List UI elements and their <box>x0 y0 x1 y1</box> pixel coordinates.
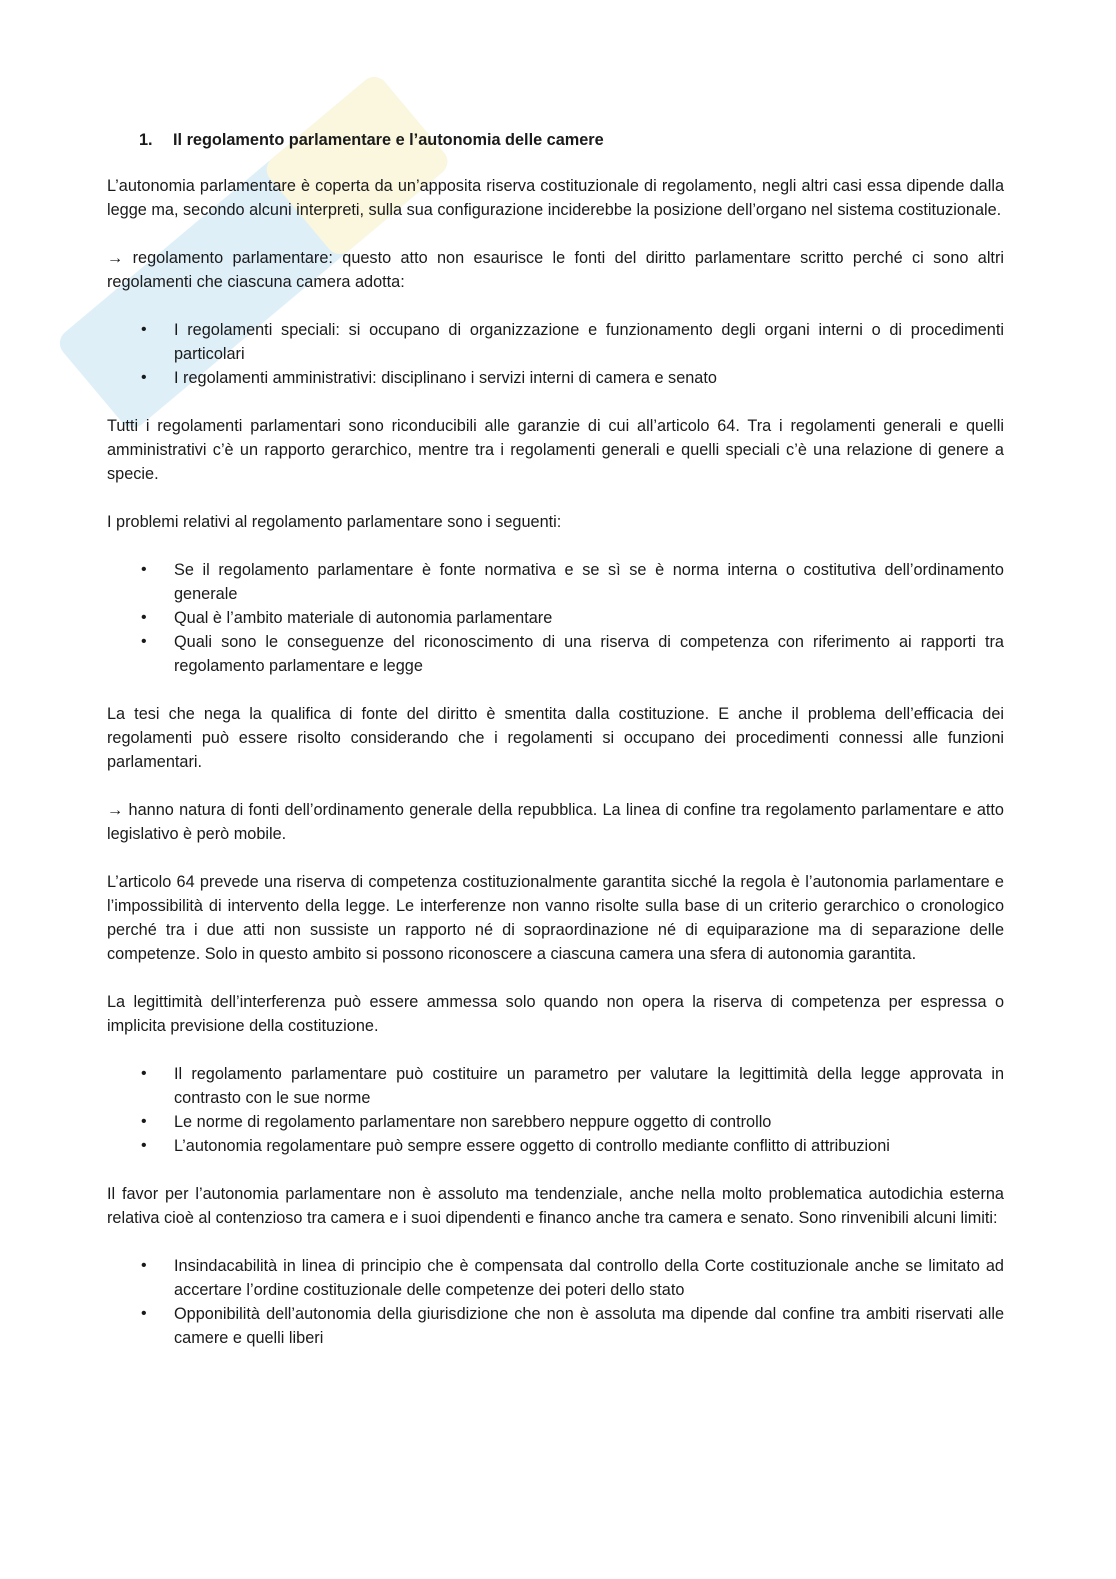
list-item: • Le norme di regolamento parlamentare non sarebbero neppure oggetto di controllo <box>107 1110 1004 1134</box>
list-item: • Opponibilità dell’autonomia della giurisdizione che non è assoluta ma dipende dal confine tra ambiti riservati alle camere e quelli liberi <box>107 1302 1004 1350</box>
list-item: • Insindacabilità in linea di principio che è compensata dal controllo della Corte costituzionale anche se limitato ad accertare l’ordine costituzionale delle competenze dei poteri dello stato <box>107 1254 1004 1302</box>
paragraph: → hanno natura di fonti dell’ordinamento generale della repubblica. La linea di confine tra regolamento parlamentare e atto legislativo è però mobile. <box>107 801 1004 843</box>
bullet-list <box>107 1062 1004 1158</box>
paragraph: L’articolo 64 prevede una riserva di competenza costituzionalmente garantita sicché la regola è l’autonomia parlamentare e l’impossibilità di intervento della legge. Le interferenze non vanno risolte sulla base di un criterio gerarchico o cronologico perché tra i due atti non sussiste un rapporto né di sopraordinazione né di equiparazione ma di separazione delle competenze. Solo in questo ambito si possono riconoscere a ciascuna camera una sfera di autonomia garantita. <box>107 873 1004 963</box>
section-title: Il regolamento parlamentare e l’autonomia delle camere <box>173 131 604 149</box>
list-item: • I regolamenti amministrativi: disciplinano i servizi interni di camera e senato <box>107 366 1004 390</box>
list-item: • Qual è l’ambito materiale di autonomia parlamentare <box>107 606 1004 630</box>
paragraph: → regolamento parlamentare: questo atto non esaurisce le fonti del diritto parlamentare scritto perché ci sono altri regolamenti che ciascuna camera adotta: <box>107 249 1004 291</box>
paragraph: Tutti i regolamenti parlamentari sono riconducibili alle garanzie di cui all’articolo 64. Tra i regolamenti generali e quelli amministrativi c’è un rapporto gerarchico, mentre tra i regolamenti generali e quelli speciali c’è una relazione di genere a specie. <box>107 417 1004 483</box>
bullet-list <box>107 318 1004 390</box>
bullet-list <box>107 1254 1004 1350</box>
document-page <box>107 128 1004 1374</box>
list-item: • L’autonomia regolamentare può sempre essere oggetto di controllo mediante conflitto di attribuzioni <box>107 1134 1004 1158</box>
paragraph: La tesi che nega la qualifica di fonte del diritto è smentita dalla costituzione. E anche il problema dell’efficacia dei regolamenti può essere risolto considerando che i regolamenti si occupano dei procedimenti connessi alle funzioni parlamentari. <box>107 705 1004 771</box>
paragraph: Il favor per l’autonomia parlamentare non è assoluto ma tendenziale, anche nella molto problematica autodichia esterna relativa cioè al contenzioso tra camera e i suoi dipendenti e financo anche tra camera e senato. Sono rinvenibili alcuni limiti: <box>107 1185 1004 1227</box>
paragraph: L’autonomia parlamentare è coperta da un’apposita riserva costituzionale di regolamento, negli altri casi essa dipende dalla legge ma, secondo alcuni interpreti, sulla sua configurazione inciderebbe la posizione dell’organo nel sistema costituzionale. <box>107 177 1004 219</box>
section-number: 1. <box>139 131 153 149</box>
list-item: • I regolamenti speciali: si occupano di organizzazione e funzionamento degli organi interni o di procedimenti particolari <box>107 318 1004 366</box>
bullet-list <box>107 558 1004 678</box>
list-item: • Il regolamento parlamentare può costituire un parametro per valutare la legittimità della legge approvata in contrasto con le sue norme <box>107 1062 1004 1110</box>
paragraph: La legittimità dell’interferenza può essere ammessa solo quando non opera la riserva di competenza per espressa o implicita previsione della costituzione. <box>107 993 1004 1035</box>
section-heading <box>139 128 1004 152</box>
list-item: • Quali sono le conseguenze del riconoscimento di una riserva di competenza con riferimento ai rapporti tra regolamento parlamentare e legge <box>107 630 1004 678</box>
list-item: • Se il regolamento parlamentare è fonte normativa e se sì se è norma interna o costitutiva dell’ordinamento generale <box>107 558 1004 606</box>
paragraph: I problemi relativi al regolamento parlamentare sono i seguenti: <box>107 513 562 531</box>
